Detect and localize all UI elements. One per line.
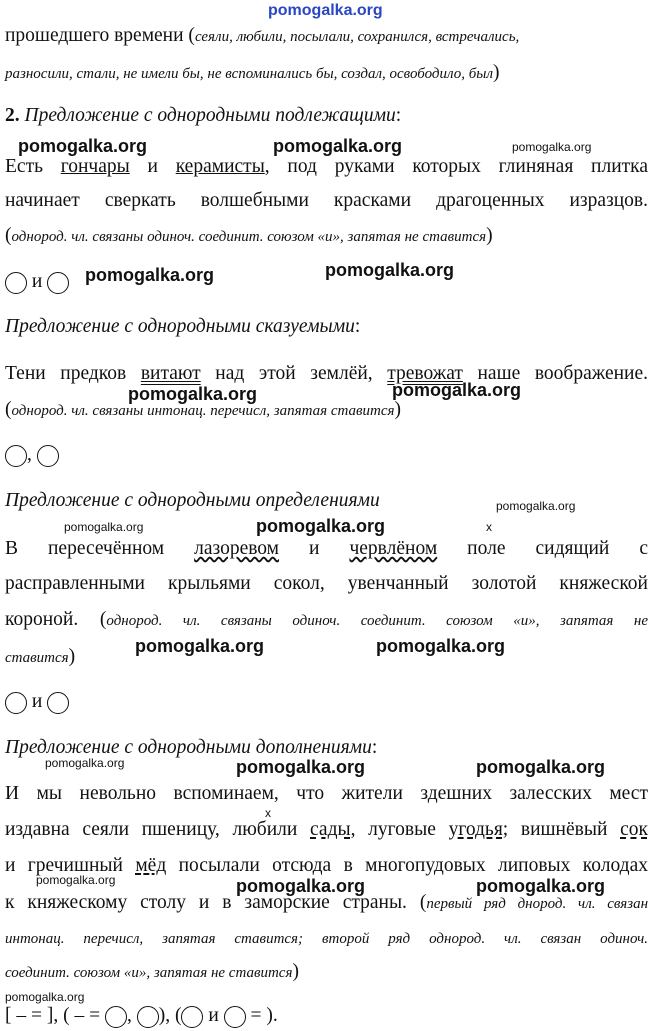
sentence-line: Есть гончары и керамисты, под руками которых глиняная плитка [5,156,648,177]
section-heading: Предложение с однородными дополнениями: [5,737,378,758]
subject-word: гончары [60,156,130,177]
watermark: pomogalka.org [236,757,366,777]
circle-icon [47,692,69,714]
watermark: pomogalka.org [36,873,116,887]
watermark: pomogalka.org [376,636,506,656]
circle-icon [47,272,69,294]
watermark-top: pomogalka.org [268,2,383,19]
scheme: , [5,443,648,467]
predicate-word: тревожат [387,363,463,384]
circle-icon [37,445,59,467]
text-line: разносили, стали, не имели бы, не вспоминались бы, создал, освободило, был) [5,62,500,83]
circle-icon [137,1006,159,1028]
watermark: pomogalka.org [64,520,144,534]
watermark: pomogalka.org [392,380,522,400]
watermark: pomogalka.org [325,260,455,280]
sentence-line: И мы невольно вспоминаем, что жители здешних залесских мест [5,783,648,804]
watermark: pomogalka.org [135,636,265,656]
attribute-word: лазоревом [194,538,280,559]
sentence-line: Тени предков витают над этой землёй, тревожат наше воображение. [5,363,648,384]
object-word: сок [620,819,648,840]
grammar-note: соединит. союзом «и», запятая не ставится) [5,961,299,982]
sentence-line: к княжескому столу и в заморские страны. (первый ряд днород. чл. связан [5,892,649,913]
watermark: pomogalka.org [273,136,403,156]
watermark: pomogalka.org [18,136,148,156]
circle-icon [105,1006,127,1028]
sentence-line: В пересечённом лазоревом и червлёном поле сидящий с [5,538,648,559]
watermark: pomogalka.org [45,756,125,770]
watermark: pomogalka.org [85,265,215,285]
watermark: pomogalka.org [256,516,386,536]
watermark: pomogalka.org [476,757,606,777]
x-mark: x [265,806,271,820]
circle-icon [5,445,27,467]
sentence-line: и гречишный мёд посылали отсюда в многопудовых липовых колодах [5,855,648,876]
grammar-note: (однород. чл. связаны одиноч. соединит. союзом «и», запятая не ставится) [5,225,493,246]
circle-icon [224,1006,246,1028]
watermark: pomogalka.org [128,384,258,404]
subject-word: керамисты [175,156,265,177]
watermark: pomogalka.org [476,876,606,896]
sentence-line: начинает сверкать волшебными красками драгоценных изразцов. [5,190,648,211]
scheme: и [5,270,648,294]
object-word: мёд [135,855,167,876]
watermark: pomogalka.org [5,990,85,1004]
object-word: сады [310,819,351,840]
section-heading: Предложение с однородными сказуемыми: [5,316,361,337]
circle-icon [5,272,27,294]
object-word: угодья [448,819,503,840]
circle-icon [5,692,27,714]
attribute-word: червлёном [349,538,438,559]
scheme: и [5,690,648,714]
predicate-word: витают [140,363,201,384]
section-heading: 2. Предложение с однородными подлежащими: [5,105,402,126]
section-heading: Предложение с однородными определениями [5,490,380,511]
sentence-line: расправленными крыльями сокол, увенчанный золотой княжеской [5,573,648,594]
watermark: pomogalka.org [512,140,592,154]
watermark: pomogalka.org [236,876,366,896]
text-line: прошедшего времени (сеяли, любили, посылали, сохранился, встречались, [5,25,520,46]
grammar-note: ставится) [5,646,76,667]
grammar-note: интонац. перечисл, запятая ставится; второй ряд однород. чл. связан одиноч. [5,931,648,947]
circle-icon [181,1006,203,1028]
scheme: [ – = ], ( – = , ), ( и = ). [5,1005,278,1026]
x-mark: x [486,520,492,534]
grammar-note: (однород. чл. связаны интонац. перечисл, запятая ставится) [5,399,401,420]
sentence-line: издавна сеяли пшеницу, любили сады, луговые угодья; вишнёвый сок [5,819,648,840]
sentence-line: короной. (однород. чл. связаны одиноч. соединит. союзом «и», запятая не [5,609,648,630]
watermark: pomogalka.org [496,499,576,513]
